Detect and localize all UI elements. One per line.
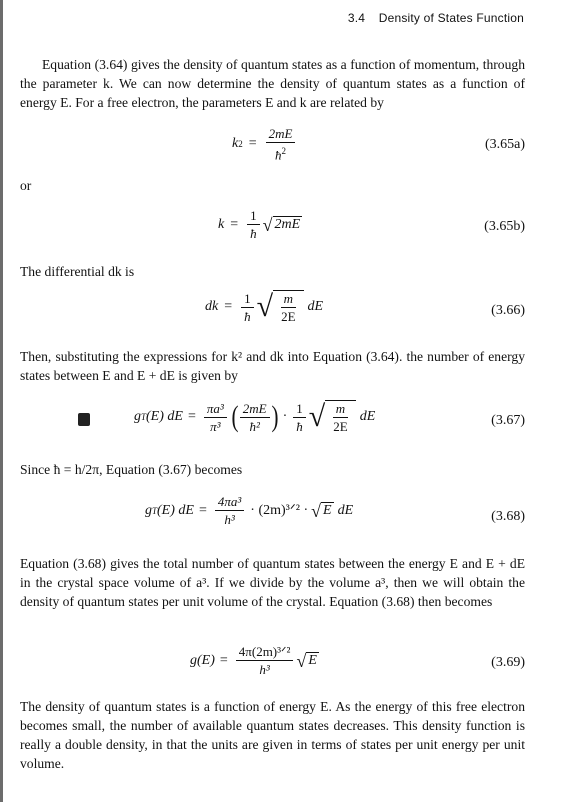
eq-radicand: E: [308, 653, 317, 668]
eq-root-numerator: m: [335, 401, 346, 416]
equation-3-67: g T (E) dE = $\frac{\text{πa³}}{\text{π³}}$ ( $\frac{2mE}{\text{ħ²}}$ ) · $\frac{1}{ħ}$ √ $\frac{m}{2E}$ dE: [134, 400, 376, 434]
sqrt-symbol: √ $\frac{m}{2E}$: [309, 400, 356, 434]
eq-lhs-tail: (E) dE: [146, 409, 183, 424]
eq-denominator: h³: [259, 662, 270, 677]
eq-numerator: 2mE: [242, 400, 267, 416]
eq-sign: =: [224, 299, 233, 314]
equation-number-3-68: (3.68): [491, 509, 525, 524]
eq-tail: dE: [359, 409, 376, 424]
eq-radicand: 2mE: [274, 217, 301, 232]
eq-radicand: E: [323, 503, 332, 518]
eq-denominator: ħ²: [249, 418, 260, 434]
sqrt-symbol: √ 2mE: [262, 214, 301, 235]
eq-fraction: [236, 644, 294, 677]
paragraph-1: [20, 55, 525, 112]
eq-sign: =: [219, 652, 228, 668]
eq-tail: dE: [307, 299, 324, 314]
eq-fraction: [266, 126, 296, 162]
eq-lhs: dk: [205, 299, 219, 314]
eq-denominator: ħ: [244, 308, 251, 324]
eq-numerator: 1: [241, 291, 254, 308]
eq-denominator: π³: [210, 418, 221, 434]
paragraph-2: [20, 262, 525, 281]
eq-denominator: h³: [224, 512, 235, 527]
page-left-border: [0, 0, 3, 802]
eq-lhs: k: [232, 136, 239, 152]
eq-sign: =: [187, 409, 196, 424]
equation-number-3-67: (3.67): [491, 413, 525, 428]
eq-denominator: ħ: [296, 418, 303, 434]
paragraph-5-text: Equation (3.68) gives the total number of quantum states between the energy E and E + dE in the crystal space volume of a³. If we divide by the volume a³, then we will obtain the density of quantum states per unit volume of the crystal. Equation (3.68) then becomes: [20, 556, 525, 609]
eq-fraction-1: [204, 401, 227, 434]
eq-fraction-3: [293, 401, 306, 434]
eq-middle-term: · (2m)³ᐟ² ·: [250, 503, 309, 518]
eq-lhs: k: [218, 216, 225, 232]
eq-lhs: g: [145, 502, 152, 518]
eq-lhs: g: [134, 409, 141, 424]
equation-number-3-65b: (3.65b): [484, 219, 525, 234]
eq-denominator: ħ: [250, 226, 257, 241]
eq-root-numerator: m: [283, 291, 294, 306]
equation-3-69: [190, 644, 319, 677]
sqrt-symbol: √ E: [296, 650, 317, 671]
eq-numerator: 2mE: [268, 126, 293, 141]
eq-root-denominator: 2E: [333, 419, 348, 434]
section-title: Density of States Function: [378, 11, 524, 25]
eq-sign: =: [248, 136, 257, 152]
eq-lhs: g(E): [190, 652, 215, 668]
paragraph-4: [20, 460, 525, 479]
eq-tail: dE: [337, 502, 354, 518]
equation-3-66: [205, 290, 323, 324]
eq-numerator: 1: [247, 208, 260, 225]
eq-fraction: [241, 291, 254, 324]
eq-lhs-sub: T: [141, 412, 147, 422]
eq-root-denominator: 2E: [281, 309, 296, 324]
equation-3-68: [145, 494, 353, 527]
equation-number-3-66: (3.66): [491, 303, 525, 318]
paragraph-6-text: The density of quantum states is a function of energy E. As the energy of this free electron becomes small, the number of available quantum states decreases. This density function is really a double density, in that the units are given in terms of states per unit energy per unit volume.: [20, 699, 525, 771]
eq-root-fraction: [278, 291, 298, 324]
or-label: or: [20, 178, 32, 193]
equation-3-65a: [232, 126, 298, 162]
paragraph-3: [20, 347, 525, 385]
paragraph-3-text: Then, substituting the expressions for k² and dk into Equation (3.64). the number of energy states between E and E + dE is given by: [20, 349, 525, 383]
paragraph-4-text: Since ħ = h/2π, Equation (3.67) becomes: [20, 462, 243, 477]
paragraph-1-text: Equation (3.64) gives the density of quantum states as a function of momentum, through the parameter k. We can now determine the density of quantum states as a function of energy E. For a free electron, the parameters E and k are related by: [20, 57, 525, 110]
eq-lhs-sub: T: [152, 505, 158, 516]
eq-sign: =: [198, 502, 207, 518]
equation-number-3-65a: (3.65a): [484, 137, 525, 152]
eq-denominator: ħ: [275, 147, 282, 163]
eq-numerator: 4π(2m)³ᐟ²: [236, 644, 294, 661]
running-header: [348, 11, 524, 25]
eq-fraction: [247, 208, 260, 241]
eq-numerator: 1: [293, 401, 306, 418]
eq-lhs-tail: (E) dE: [157, 502, 194, 518]
eq-numerator: 4πa³: [217, 494, 242, 509]
eq-fraction-2: [240, 401, 270, 434]
paragraph-2-text: The differential dk is: [20, 264, 135, 279]
sqrt-symbol: √ E: [311, 500, 332, 521]
eq-den-sup: 2: [281, 146, 287, 156]
eq-sup: 2: [238, 139, 243, 150]
equation-number-3-69: (3.69): [491, 655, 525, 670]
eq-dot: ·: [282, 409, 288, 424]
equation-3-65b: [218, 208, 302, 241]
eq-numerator: πa³: [206, 400, 224, 416]
section-number: 3.4: [347, 11, 366, 25]
eq-fraction: [215, 494, 244, 527]
eq-sign: =: [230, 216, 239, 232]
sqrt-symbol: √ $\frac{m}{2E}$: [257, 290, 304, 324]
ink-blot-mark: [78, 413, 90, 426]
eq-root-fraction: [330, 401, 350, 434]
paragraph-5: [20, 554, 525, 611]
paragraph-6: [20, 697, 525, 773]
